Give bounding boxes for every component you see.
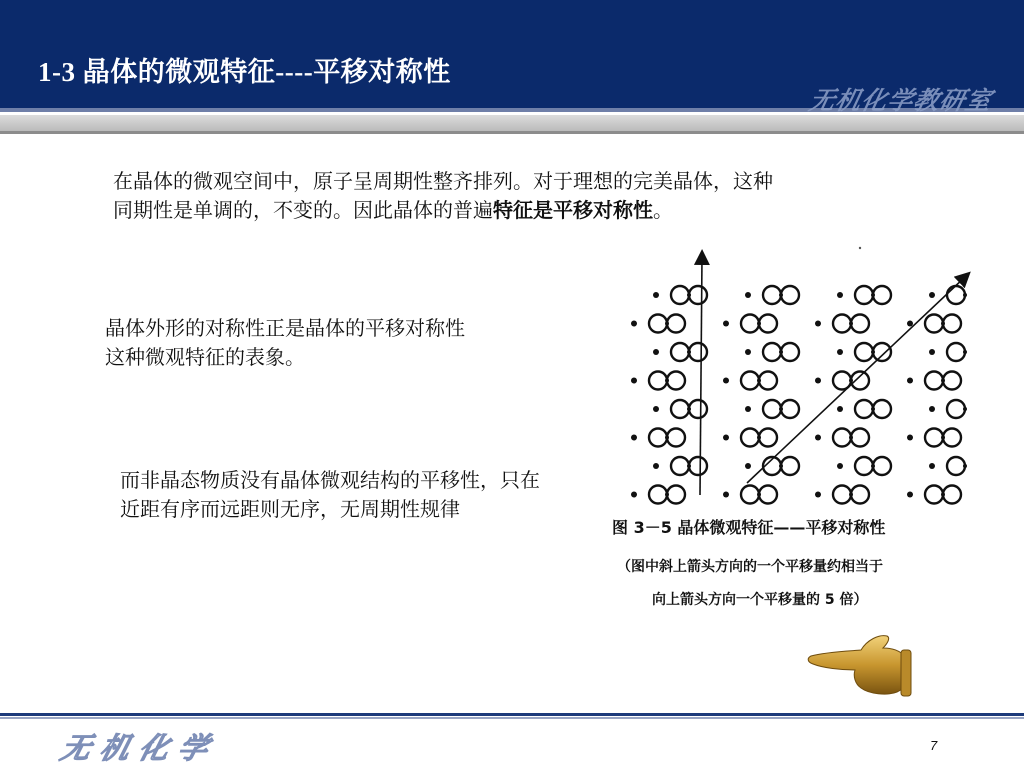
lattice-dot: [631, 321, 637, 327]
lattice-dot: [929, 292, 935, 298]
lattice-ring: [763, 286, 781, 304]
lattice-dot: [837, 463, 843, 469]
lattice-ring: [741, 486, 759, 504]
lattice-center-dot: [941, 379, 945, 383]
lattice-center-dot: [687, 407, 691, 411]
lattice-ring: [833, 429, 851, 447]
lattice-center-dot: [779, 293, 783, 297]
lattice-dot: [723, 378, 729, 384]
lattice-ring: [671, 343, 689, 361]
diagonal-arrow: [747, 277, 965, 483]
amorphous-paragraph: 而非晶态物质没有晶体微观结构的平移性，只在近距有序而远距则无序，无周期性规律: [120, 468, 540, 521]
lattice-center-dot: [849, 436, 853, 440]
lattice-ring: [833, 315, 851, 333]
lattice-center-dot: [871, 350, 875, 354]
lattice-ring: [649, 429, 667, 447]
lattice-ring: [667, 372, 685, 390]
lattice-center-dot: [871, 464, 875, 468]
lattice-dot: [815, 321, 821, 327]
lattice-ring: [759, 372, 777, 390]
lattice-center-dot: [687, 464, 691, 468]
lattice-dot: [837, 349, 843, 355]
lattice-dot: [653, 406, 659, 412]
lattice-ring: [947, 286, 965, 304]
lattice-ring: [759, 315, 777, 333]
lattice-ring: [671, 286, 689, 304]
lattice-center-dot: [665, 436, 669, 440]
lattice-ring: [759, 429, 777, 447]
lattice-ring: [833, 486, 851, 504]
lattice-ring: [689, 400, 707, 418]
lattice-dot: [929, 406, 935, 412]
lattice-center-dot: [941, 322, 945, 326]
lattice-ring: [925, 486, 943, 504]
lattice-center-dot: [757, 322, 761, 326]
lattice-dot: [631, 378, 637, 384]
lattice-center-dot: [779, 407, 783, 411]
figure-caption-note-2: 向上箭头方向一个平移量的 5 倍）: [652, 592, 868, 608]
lattice-ring: [947, 343, 965, 361]
footer-line-light: [0, 717, 1024, 719]
lattice-center-dot: [687, 350, 691, 354]
lattice-ring: [667, 315, 685, 333]
lattice-ring: [649, 315, 667, 333]
lattice-center-dot: [963, 464, 967, 468]
lattice-ring: [781, 343, 799, 361]
lattice-ring: [689, 343, 707, 361]
lattice-ring: [855, 286, 873, 304]
lattice-ring: [671, 400, 689, 418]
symmetry-paragraph: 晶体外形的对称性正是晶体的平移对称性这种微观特征的表象。: [105, 316, 465, 369]
lattice-ring: [947, 400, 965, 418]
lattice-ring: [943, 315, 961, 333]
lattice-dot: [837, 292, 843, 298]
intro-text: 在晶体的微观空间中，原子呈周期性整齐排列。对于理想的完美晶体，这种同期性是单调的，不变的。因此晶体的普遍: [113, 169, 773, 222]
lattice-ring: [671, 457, 689, 475]
intro-paragraph: [113, 167, 773, 225]
page-number: 7: [930, 738, 938, 753]
lattice-center-dot: [779, 350, 783, 354]
lattice-center-dot: [757, 379, 761, 383]
lattice-ring: [873, 343, 891, 361]
lattice-center-dot: [963, 293, 967, 297]
lattice-ring: [781, 457, 799, 475]
lattice-dot: [745, 406, 751, 412]
lattice-ring: [851, 429, 869, 447]
intro-end: 。: [653, 198, 673, 222]
lattice-ring: [759, 486, 777, 504]
footer-watermark: 无机化学: [57, 731, 222, 765]
lattice-dot: [837, 406, 843, 412]
lattice-ring: [925, 429, 943, 447]
lattice-dot: [815, 435, 821, 441]
lattice-ring: [855, 400, 873, 418]
lattice-ring: [689, 286, 707, 304]
figure-dot: [859, 247, 861, 249]
lattice-ring: [855, 457, 873, 475]
lattice-ring: [741, 429, 759, 447]
lattice-center-dot: [849, 322, 853, 326]
lattice-dot: [653, 349, 659, 355]
lattice-ring: [689, 457, 707, 475]
lattice-center-dot: [941, 436, 945, 440]
lattice-ring: [667, 429, 685, 447]
lattice-dot: [723, 321, 729, 327]
lattice-ring: [925, 372, 943, 390]
lattice-ring: [873, 400, 891, 418]
lattice-center-dot: [849, 493, 853, 497]
lattice-ring: [649, 486, 667, 504]
lattice-ring: [649, 372, 667, 390]
lattice-dot: [907, 321, 913, 327]
lattice-center-dot: [665, 322, 669, 326]
lattice-dot: [631, 435, 637, 441]
lattice-center-dot: [665, 493, 669, 497]
lattice-dot: [653, 463, 659, 469]
lattice-dot: [745, 349, 751, 355]
lattice-atoms: [631, 286, 982, 504]
lattice-ring: [667, 486, 685, 504]
figure-caption-note-1: （图中斜上箭头方向的一个平移量约相当于: [617, 559, 883, 575]
header-gray-band-line: [0, 131, 1024, 134]
lattice-ring: [943, 486, 961, 504]
vertical-arrow: [700, 257, 702, 495]
lattice-ring: [943, 372, 961, 390]
lattice-dot: [745, 292, 751, 298]
lattice-dot: [907, 492, 913, 498]
lattice-dot: [631, 492, 637, 498]
header-watermark: 无机化学教研室: [806, 86, 995, 115]
lattice-center-dot: [963, 350, 967, 354]
lattice-ring: [851, 315, 869, 333]
lattice-center-dot: [665, 379, 669, 383]
lattice-ring: [763, 400, 781, 418]
lattice-dot: [815, 378, 821, 384]
lattice-ring: [855, 343, 873, 361]
lattice-center-dot: [687, 293, 691, 297]
lattice-center-dot: [963, 407, 967, 411]
header-gray-band: [0, 115, 1024, 132]
lattice-ring: [763, 343, 781, 361]
slide-title: 1-3 晶体的微观特征----平移对称性: [38, 57, 451, 87]
lattice-ring: [851, 372, 869, 390]
lattice-ring: [943, 429, 961, 447]
lattice-dot: [815, 492, 821, 498]
footer-line: [0, 713, 1024, 716]
lattice-center-dot: [779, 464, 783, 468]
lattice-center-dot: [849, 379, 853, 383]
lattice-center-dot: [871, 293, 875, 297]
lattice-ring: [741, 372, 759, 390]
lattice-dot: [723, 492, 729, 498]
lattice-ring: [925, 315, 943, 333]
lattice-ring: [781, 286, 799, 304]
lattice-dot: [907, 435, 913, 441]
lattice-dot: [653, 292, 659, 298]
lattice-center-dot: [941, 493, 945, 497]
lattice-ring: [873, 457, 891, 475]
lattice-dot: [745, 463, 751, 469]
lattice-dot: [929, 349, 935, 355]
lattice-ring: [741, 315, 759, 333]
intro-bold-text: 特征是平移对称性: [493, 198, 653, 222]
lattice-dot: [907, 378, 913, 384]
pointing-hand-icon[interactable]: [805, 630, 913, 700]
lattice-ring: [873, 286, 891, 304]
lattice-center-dot: [871, 407, 875, 411]
lattice-ring: [781, 400, 799, 418]
lattice-center-dot: [757, 436, 761, 440]
lattice-center-dot: [757, 493, 761, 497]
lattice-ring: [947, 457, 965, 475]
lattice-dot: [929, 463, 935, 469]
lattice-ring: [851, 486, 869, 504]
figure-caption-title: 图 3－5 晶体微观特征——平移对称性: [612, 518, 886, 537]
lattice-dot: [723, 435, 729, 441]
